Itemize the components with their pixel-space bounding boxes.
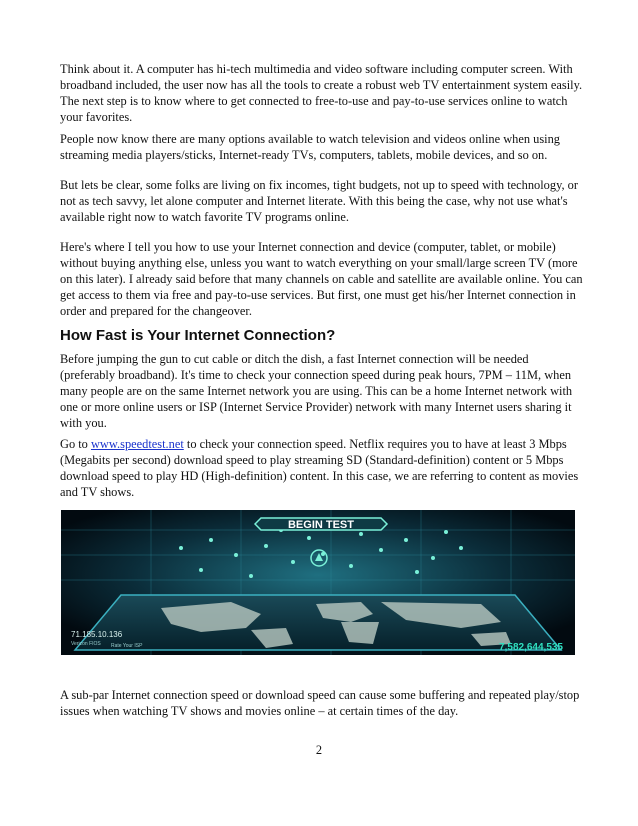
- paragraph-subpar: A sub-par Internet connection speed or download speed can cause some buffering and repeated play/stop issues when watching TV shows and movies online – at certain times of the day.: [60, 688, 580, 718]
- paragraph-connection-intro: Here's where I tell you how to use your Internet connection and device (computer, tablet, or mobile) without buying anything else, unless you want to watch everything on your small/large screen TV (more on this later). I already said before that many channels on cable and satellite are available online. You can get access to them via free and pay-to-use services. But first, one must get his/her Internet connection in order and prepared for the changeover.: [60, 240, 583, 318]
- paragraph-intro: Think about it. A computer has hi-tech multimedia and video software including computer screen. With broadband included, the user now has all the tools to create a robust web TV entertainment system easily. The next step is to know where to get connected to free-to-use and pay-to-use services online to watch your favorites.: [60, 62, 583, 124]
- paragraph-before-cutting: Before jumping the gun to cut cable or ditch the dish, a fast Internet connection will be needed (preferably broadband). It's time to check your connection speed during peak hours, 7PM – 11M, when many people are on the same Internet network you are using. This can be a home Internet network with one or more online users or ISP (Internet Service Provider) network with many Internet users sharing it with you.: [60, 352, 573, 430]
- test-counter: [499, 642, 563, 653]
- speedtest-text-after: to check your connection speed. Netflix requires you to have at least 3 Mbps (Megabits per second) download speed to play streaming SD (Standard-definition) content or 5 Mbps download speed to play HD (High-definition) content. In this case, we are referring to content as movies and TV shows.: [60, 437, 579, 499]
- test-count: 7,582,644,535: [499, 642, 563, 653]
- isp-name: Verizon FIOS: [71, 641, 101, 647]
- ip-address: 71.185.10.136: [71, 630, 123, 639]
- speedtest-link[interactable]: www.speedtest.net: [90, 437, 184, 451]
- begin-test-button[interactable]: [255, 518, 387, 531]
- rate-isp-label: Rate Your ISP: [111, 643, 143, 649]
- speedtest-screenshot: [61, 510, 575, 655]
- paragraph-budget: But lets be clear, some folks are living on fix incomes, tight budgets, not up to speed with technology, or not as tech savvy, let alone computer and Internet literate. With this being the case, why not use what's available right now to watch favorite TV programs online.: [60, 178, 578, 224]
- speedtest-text-before: Go to: [60, 437, 91, 451]
- paragraph-speedtest: [60, 436, 586, 500]
- begin-test-label: BEGIN TEST: [287, 519, 355, 531]
- rate-isp[interactable]: [111, 643, 143, 649]
- paragraph-options: People now know there are many options available to watch television and videos online when using streaming media players/sticks, Internet-ready TVs, computers, tablets, mobile devices, and so on.: [60, 132, 560, 162]
- section-heading: How Fast is Your Internet Connection?: [60, 327, 336, 344]
- page-number: 2: [315, 743, 323, 757]
